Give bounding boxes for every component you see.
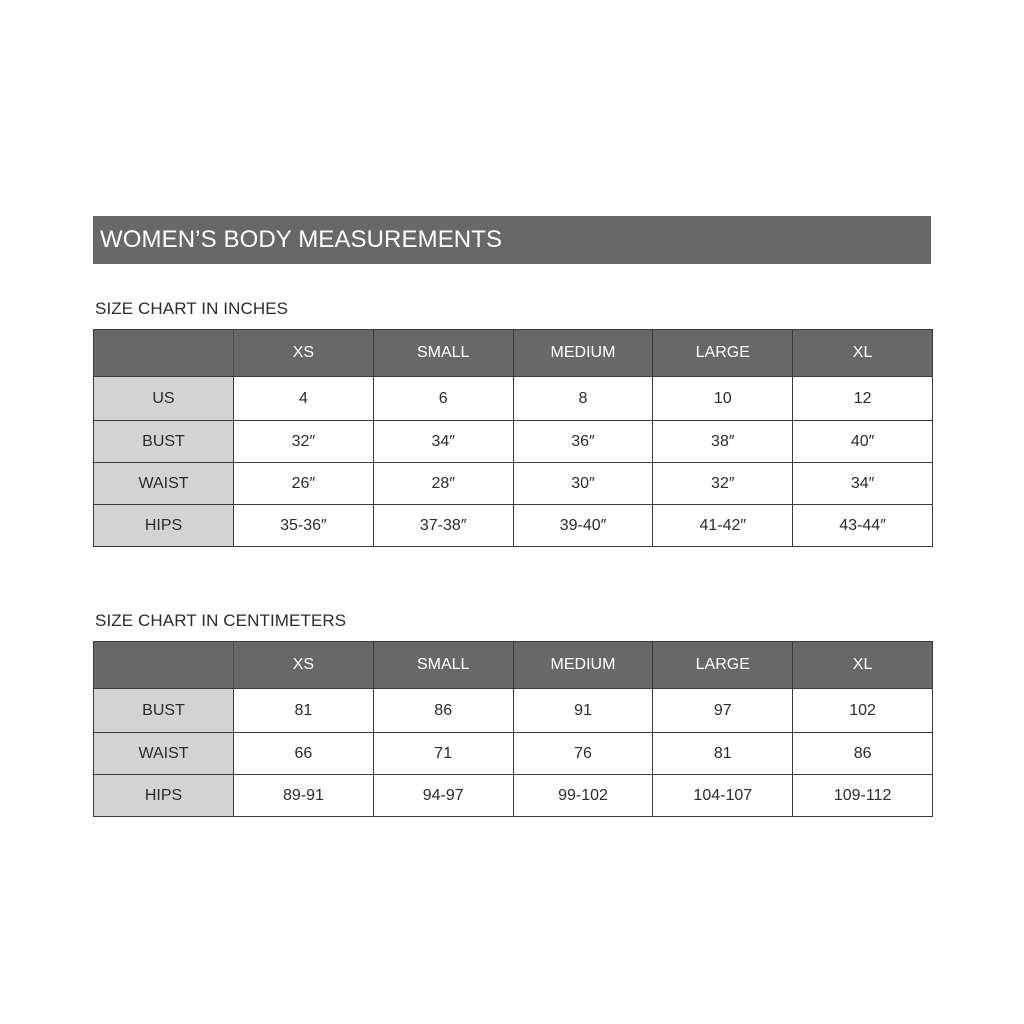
table-cell: 34″	[373, 421, 513, 463]
table-cell: 4	[234, 377, 374, 421]
table-cell: 26″	[234, 463, 374, 505]
row-label: BUST	[94, 689, 234, 733]
column-header: LARGE	[653, 642, 793, 689]
centimeters-size-table	[93, 641, 933, 817]
table-cell: 39-40″	[513, 505, 653, 547]
column-header: SMALL	[373, 330, 513, 377]
table-cell: 8	[513, 377, 653, 421]
table-cell: 104-107	[653, 775, 793, 817]
table-cell: 30″	[513, 463, 653, 505]
row-label: US	[94, 377, 234, 421]
row-label: HIPS	[94, 775, 234, 817]
centimeters-section-title: SIZE CHART IN CENTIMETERS	[95, 611, 347, 630]
table-cell: 94-97	[373, 775, 513, 817]
table-cell: 40″	[793, 421, 933, 463]
table-cell: 102	[793, 689, 933, 733]
table-cell: 38″	[653, 421, 793, 463]
table-cell: 91	[513, 689, 653, 733]
page-banner	[93, 216, 931, 264]
table-cell: 12	[793, 377, 933, 421]
inches-size-table	[93, 329, 933, 547]
table-corner-cell	[94, 330, 234, 377]
page-title: WOMEN’S BODY MEASUREMENTS	[100, 226, 503, 253]
table-cell: 97	[653, 689, 793, 733]
table-row	[94, 689, 933, 733]
table-header-row	[94, 330, 933, 377]
column-header: MEDIUM	[513, 330, 653, 377]
table-row	[94, 733, 933, 775]
table-cell: 41-42″	[653, 505, 793, 547]
table-cell: 34″	[793, 463, 933, 505]
table-row	[94, 463, 933, 505]
table-cell: 99-102	[513, 775, 653, 817]
table-cell: 32″	[653, 463, 793, 505]
table-cell: 36″	[513, 421, 653, 463]
table-cell: 10	[653, 377, 793, 421]
row-label: HIPS	[94, 505, 234, 547]
table-cell: 81	[234, 689, 374, 733]
table-corner-cell	[94, 642, 234, 689]
column-header: SMALL	[373, 642, 513, 689]
column-header: XL	[793, 642, 933, 689]
table-cell: 6	[373, 377, 513, 421]
table-cell: 35-36″	[234, 505, 374, 547]
table-cell: 89-91	[234, 775, 374, 817]
row-label: BUST	[94, 421, 234, 463]
column-header: LARGE	[653, 330, 793, 377]
table-cell: 109-112	[793, 775, 933, 817]
table-cell: 86	[793, 733, 933, 775]
table-cell: 37-38″	[373, 505, 513, 547]
table-row	[94, 377, 933, 421]
table-cell: 86	[373, 689, 513, 733]
table-row	[94, 421, 933, 463]
inches-section-title: SIZE CHART IN INCHES	[95, 299, 289, 318]
table-cell: 66	[234, 733, 374, 775]
table-row	[94, 505, 933, 547]
column-header: XS	[234, 330, 374, 377]
column-header: XL	[793, 330, 933, 377]
column-header: MEDIUM	[513, 642, 653, 689]
row-label: WAIST	[94, 733, 234, 775]
table-row	[94, 775, 933, 817]
table-cell: 71	[373, 733, 513, 775]
table-cell: 32″	[234, 421, 374, 463]
table-cell: 28″	[373, 463, 513, 505]
column-header: XS	[234, 642, 374, 689]
table-cell: 81	[653, 733, 793, 775]
row-label: WAIST	[94, 463, 234, 505]
table-cell: 76	[513, 733, 653, 775]
table-cell: 43-44″	[793, 505, 933, 547]
table-header-row	[94, 642, 933, 689]
